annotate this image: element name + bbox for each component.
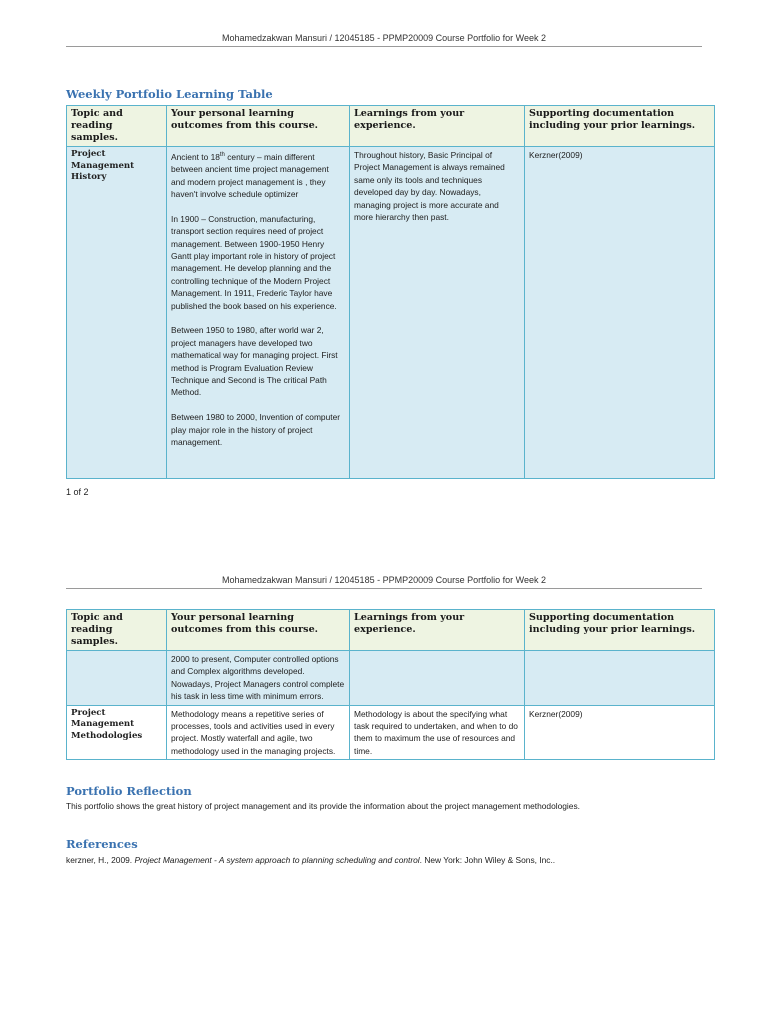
table-header-row — [67, 106, 715, 147]
references-heading: References — [66, 837, 138, 851]
column-header-documentation: Supporting documentation including your prior learnings. — [525, 106, 715, 147]
column-header-topic: Topic and reading samples. — [67, 106, 167, 147]
outcome-paragraph: Ancient to 18th century – main different between ancient time project management and modern project management is , they haven't involve schedule optimizer — [171, 151, 329, 200]
documentation-cell — [525, 651, 715, 706]
topic-cell: Project Management History — [67, 147, 167, 479]
reflection-text: This portfolio shows the great history of project management and its provide the information about the project management methodologies. — [66, 801, 580, 811]
ordinal-suffix: th — [219, 152, 225, 158]
experience-cell: Throughout history, Basic Principal of Project Management is always remained same only its tools and techniques developed day by day. Nowadays, managing project is more accurate and more hierarchy then past. — [350, 147, 525, 479]
column-header-experience: Learnings from your experience. — [350, 610, 525, 651]
experience-cell — [350, 651, 525, 706]
column-header-experience: Learnings from your experience. — [350, 106, 525, 147]
column-header-documentation: Supporting documentation including your prior learnings. — [525, 610, 715, 651]
reflection-heading: Portfolio Reflection — [66, 784, 192, 798]
table-row — [67, 705, 715, 760]
outcomes-cell: 2000 to present, Computer controlled options and Complex algorithms developed. Nowadays, Project Managers control complete his task in less time with minimum errors. — [167, 651, 350, 706]
page-header: Mohamedzakwan Mansuri / 12045185 - PPMP20009 Course Portfolio for Week 2 — [66, 33, 702, 47]
portfolio-table-page1 — [66, 105, 715, 479]
documentation-cell: Kerzner(2009) — [525, 705, 715, 760]
documentation-cell: Kerzner(2009) — [525, 147, 715, 479]
outcomes-cell: Methodology means a repetitive series of processes, tools and activities used in every project. Mostly waterfall and agile, two methodology used in the managing projects. — [167, 705, 350, 760]
outcomes-cell — [167, 147, 350, 479]
reference-publisher: . New York: John Wiley & Sons, Inc.. — [419, 855, 556, 865]
reference-author: kerzner, H., 2009. — [66, 855, 133, 865]
outcome-paragraph: In 1900 – Construction, manufacturing, transport section requires need of project management. Between 1900-1950 Henry Gantt play important role in history of project management. He develop planning and the controlling technique of the Modern Project Management. In 1911, Frederic Taylor have published the book based on his experience. — [171, 213, 337, 311]
topic-cell: Project Management Methodologies — [67, 705, 167, 760]
table-row — [67, 147, 715, 479]
outcome-paragraph: Between 1950 to 1980, after world war 2, project managers have developed two mathematical way for managing project. First method is Program Evaluation Review Technique and Second is The critical Path Method. — [171, 325, 338, 398]
column-header-outcomes: Your personal learning outcomes from this course. — [167, 610, 350, 651]
reference-title: Project Management - A system approach to planning scheduling and control — [134, 855, 420, 865]
table-header-row — [67, 610, 715, 651]
table-title: Weekly Portfolio Learning Table — [66, 87, 273, 101]
page-number: 1 of 2 — [66, 487, 89, 497]
outcome-paragraph: Between 1980 to 2000, Invention of computer play major role in the history of project management. — [171, 412, 341, 448]
portfolio-table-page2 — [66, 609, 715, 760]
experience-cell: Methodology is about the specifying what task required to undertaken, and when to do them to maximum the use of resources and time. — [350, 705, 525, 760]
table-row — [67, 651, 715, 706]
reference-entry — [66, 855, 555, 865]
topic-cell — [67, 651, 167, 706]
column-header-outcomes: Your personal learning outcomes from this course. — [167, 106, 350, 147]
page-header: Mohamedzakwan Mansuri / 12045185 - PPMP20009 Course Portfolio for Week 2 — [66, 575, 702, 589]
column-header-topic: Topic and reading samples. — [67, 610, 167, 651]
